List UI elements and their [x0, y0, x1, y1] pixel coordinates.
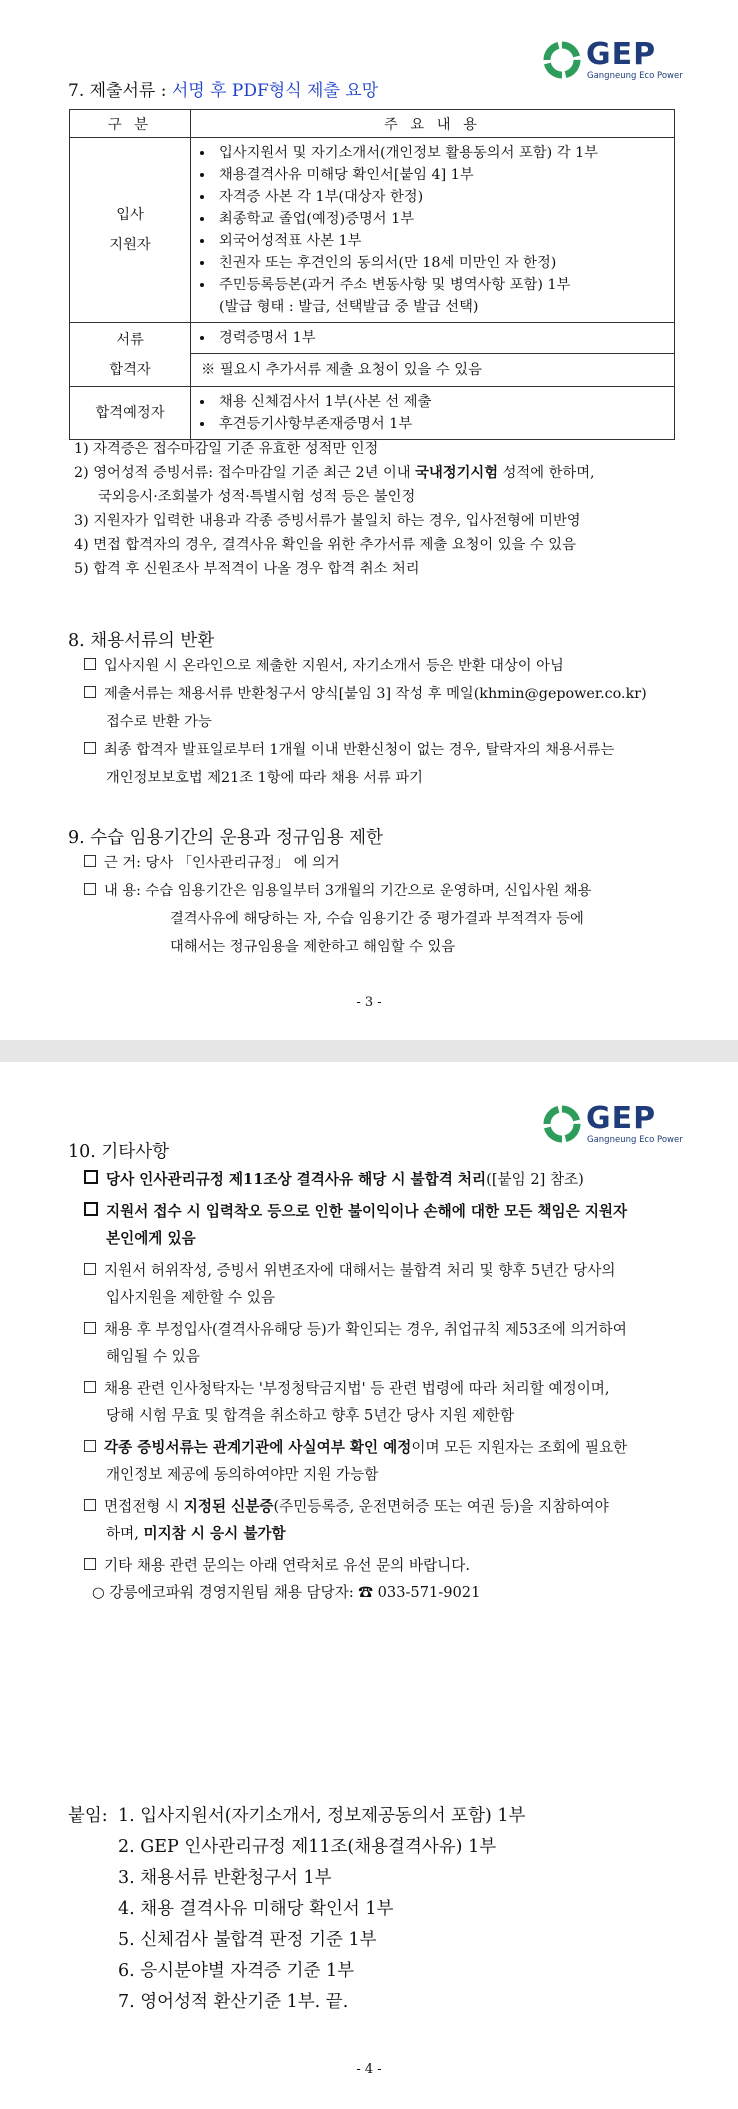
table-header-category: 구 분	[70, 110, 191, 138]
list-item: • 외국어성적표 사본 1부	[215, 230, 668, 252]
list-item: • 입사지원서 및 자기소개서(개인정보 활용동의서 포함) 각 1부	[215, 142, 668, 164]
logo-tagline: Gangneung Eco Power	[587, 71, 683, 81]
gep-logo	[542, 1101, 683, 1146]
contact-line: ○ 강릉에코파워 경영지원팀 채용 담당자: ☎ 033-571-9021	[92, 1584, 481, 1601]
section-8-title: 8. 채용서류의 반환	[68, 631, 215, 651]
list-item: • 주민등록등본(과거 주소 변동사항 및 병역사항 포함) 1부	[215, 274, 668, 296]
list-item: • 채용결격사유 미해당 확인서[붙임 4] 1부	[215, 164, 668, 186]
list-item: 당사 인사관리규정 제11조상 결격사유 해당 시 불합격 처리([붙임 2] 참조)	[84, 1166, 684, 1193]
list-item: 2. GEP 인사관리규정 제11조(채용결격사유) 1부	[118, 1837, 497, 1857]
gep-ring-icon	[542, 1104, 582, 1144]
list-item: • 최종학교 졸업(예정)증명서 1부	[215, 208, 668, 230]
checkbox-square-icon	[84, 658, 96, 670]
list-item: • 자격증 사본 각 1부(대상자 한정)	[215, 186, 668, 208]
section-10-body	[84, 1166, 684, 1606]
list-item: 7. 영어성적 환산기준 1부. 끝.	[118, 1992, 349, 2012]
list-item: 6. 응시분야별 자격증 기준 1부	[118, 1961, 355, 1981]
attachments-label: 붙임:	[68, 1806, 108, 1826]
section-10-title: 10. 기타사항	[68, 1142, 170, 1162]
gep-logo	[542, 37, 683, 82]
logo-word: GEP	[586, 37, 657, 72]
list-item: 제출서류는 채용서류 반환청구서 양식[붙임 3] 작성 후 메일(khmin@gepower.co.kr)	[84, 680, 647, 708]
table-row-applicant	[70, 138, 675, 323]
checkbox-square-icon	[84, 686, 96, 698]
category-document-pass: 서류 합격자	[70, 323, 191, 387]
section-7-title: 7. 제출서류 : 서명 후 PDF형식 제출 요망	[68, 81, 379, 101]
checkbox-square-icon	[84, 883, 96, 895]
page-3	[0, 0, 738, 1040]
list-item: 지원서 허위작성, 증빙서 위변조자에 대해서는 불합격 처리 및 향후 5년간 당사의 입사지원을 제한할 수 있음	[84, 1257, 684, 1311]
section-8-body: 입사지원 시 온라인으로 제출한 지원서, 자기소개서 등은 반환 대상이 아님 제출서류는 채용서류 반환청구서 양식[붙임 3] 작성 후 메일(khmin@gepower.co.kr) 접수로 반환 가능 최종 합격자 발표일로부터 1개월 이내 반환신청이 없는 경우, 탈락자의 채용서류는 개인정보보호법 제21조 1항에 따라 채용 서류 파기	[84, 652, 647, 792]
list-item: 내 용: 수습 임용기간은 임용일부터 3개월의 기간으로 운영하며, 신입사원 채용	[84, 877, 592, 905]
list-item: 채용 관련 인사청탁자는 '부정청탁금지법' 등 관련 법령에 따라 처리할 예정이며, 당해 시험 무효 및 합격을 취소하고 향후 5년간 당사 지원 제한함	[84, 1375, 684, 1429]
section-7-highlight: 서명 후 PDF형식 제출 요망	[171, 81, 379, 101]
additional-docs-note: ※ 필요시 추가서류 제출 요청이 있을 수 있음	[191, 354, 675, 387]
list-item: 근 거: 당사 「인사관리규정」 에 의거	[84, 849, 592, 877]
category-final: 합격예정자	[70, 387, 191, 440]
gep-ring-icon	[542, 40, 582, 80]
list-item: 최종 합격자 발표일로부터 1개월 이내 반환신청이 없는 경우, 탈락자의 채용서류는	[84, 736, 647, 764]
list-item: 기타 채용 관련 문의는 아래 연락처로 유선 문의 바랍니다. ○ 강릉에코파워 경영지원팀 채용 담당자: ☎ 033-571-9021	[84, 1552, 684, 1606]
note-2-continuation: 국외응시·조회불가 성적·특별시험 성적 등은 불인정	[98, 489, 416, 505]
section-9-title: 9. 수습 임용기간의 운용과 정규임용 제한	[68, 828, 383, 848]
documents-table	[69, 109, 675, 440]
list-item-continuation: (발급 형태 : 발급, 선택발급 중 발급 선택)	[219, 299, 479, 315]
list-item: 3. 채용서류 반환청구서 1부	[118, 1868, 332, 1888]
list-item: 붙임: 1. 입사지원서(자기소개서, 정보제공동의서 포함) 1부	[68, 1801, 525, 1832]
logo-tagline: Gangneung Eco Power	[587, 1135, 683, 1145]
list-item: • 후견등기사항부존재증명서 1부	[215, 413, 668, 435]
table-header-content: 주 요 내 용	[191, 110, 675, 138]
list-item: • 친권자 또는 후견인의 동의서(만 18세 미만인 자 한정)	[215, 252, 668, 274]
list-item: 채용 후 부정입사(결격사유해당 등)가 확인되는 경우, 취업규칙 제53조에 의거하여 해임될 수 있음	[84, 1316, 684, 1370]
checkbox-square-icon	[84, 1170, 98, 1184]
section-9-body: 근 거: 당사 「인사관리규정」 에 의거 내 용: 수습 임용기간은 임용일부터 3개월의 기간으로 운영하며, 신입사원 채용 결격사유에 해당하는 자, 수습 임용기간 중 평가결과 부적격자 등에 대해서는 정규임용을 제한하고 해임할 수 있음	[84, 849, 592, 961]
logo-word: GEP	[586, 1101, 657, 1136]
note-1: 1) 자격증은 접수마감일 기준 유효한 성적만 인정	[74, 441, 379, 457]
list-item: 각종 증빙서류는 관계기관에 사실여부 확인 예정이며 모든 지원자는 조회에 필요한 개인정보 제공에 동의하여야만 지원 가능함	[84, 1434, 684, 1488]
list-item: 면접전형 시 지정된 신분증(주민등록증, 운전면허증 또는 여권 등)을 지참하여야 하며, 미지참 시 응시 불가함	[84, 1493, 684, 1547]
list-item: 지원서 접수 시 입력착오 등으로 인한 불이익이나 손해에 대한 모든 책임은 지원자 본인에게 있음	[84, 1198, 684, 1252]
table-row-final	[70, 387, 675, 440]
page-number: - 4 -	[356, 2062, 382, 2077]
note-2: 2) 영어성적 증빙서류: 접수마감일 기준 최근 2년 이내 국내정기시험 성적에 한하며,	[74, 465, 595, 481]
checkbox-square-icon	[84, 1499, 96, 1511]
checkbox-square-icon	[84, 1263, 96, 1275]
table-row-document-pass	[70, 323, 675, 354]
attachments-list	[68, 1801, 525, 2018]
note-5: 5) 합격 후 신원조사 부적격이 나올 경우 합격 취소 처리	[74, 561, 420, 577]
list-item: 입사지원 시 온라인으로 제출한 지원서, 자기소개서 등은 반환 대상이 아님	[84, 652, 647, 680]
category-applicant: 입사 지원자	[70, 138, 191, 323]
checkbox-square-icon	[84, 1202, 98, 1216]
note-3: 3) 지원자가 입력한 내용과 각종 증빙서류가 불일치 하는 경우, 입사전형에 미반영	[74, 513, 581, 529]
note-4: 4) 면접 합격자의 경우, 결격사유 확인을 위한 추가서류 제출 요청이 있을 수 있음	[74, 537, 576, 553]
list-item: • 경력증명서 1부	[215, 327, 668, 349]
page-number: - 3 -	[356, 995, 382, 1010]
checkbox-square-icon	[84, 1558, 96, 1570]
checkbox-square-icon	[84, 1381, 96, 1393]
list-item: 4. 채용 결격사유 미해당 확인서 1부	[118, 1899, 394, 1919]
list-item: • 채용 신체검사서 1부(사본 선 제출	[215, 391, 668, 413]
section-7-notes	[74, 437, 595, 581]
checkbox-square-icon	[84, 1440, 96, 1452]
checkbox-square-icon	[84, 855, 96, 867]
list-item: 5. 신체검사 불합격 판정 기준 1부	[118, 1930, 377, 1950]
checkbox-square-icon	[84, 1322, 96, 1334]
checkbox-square-icon	[84, 742, 96, 754]
